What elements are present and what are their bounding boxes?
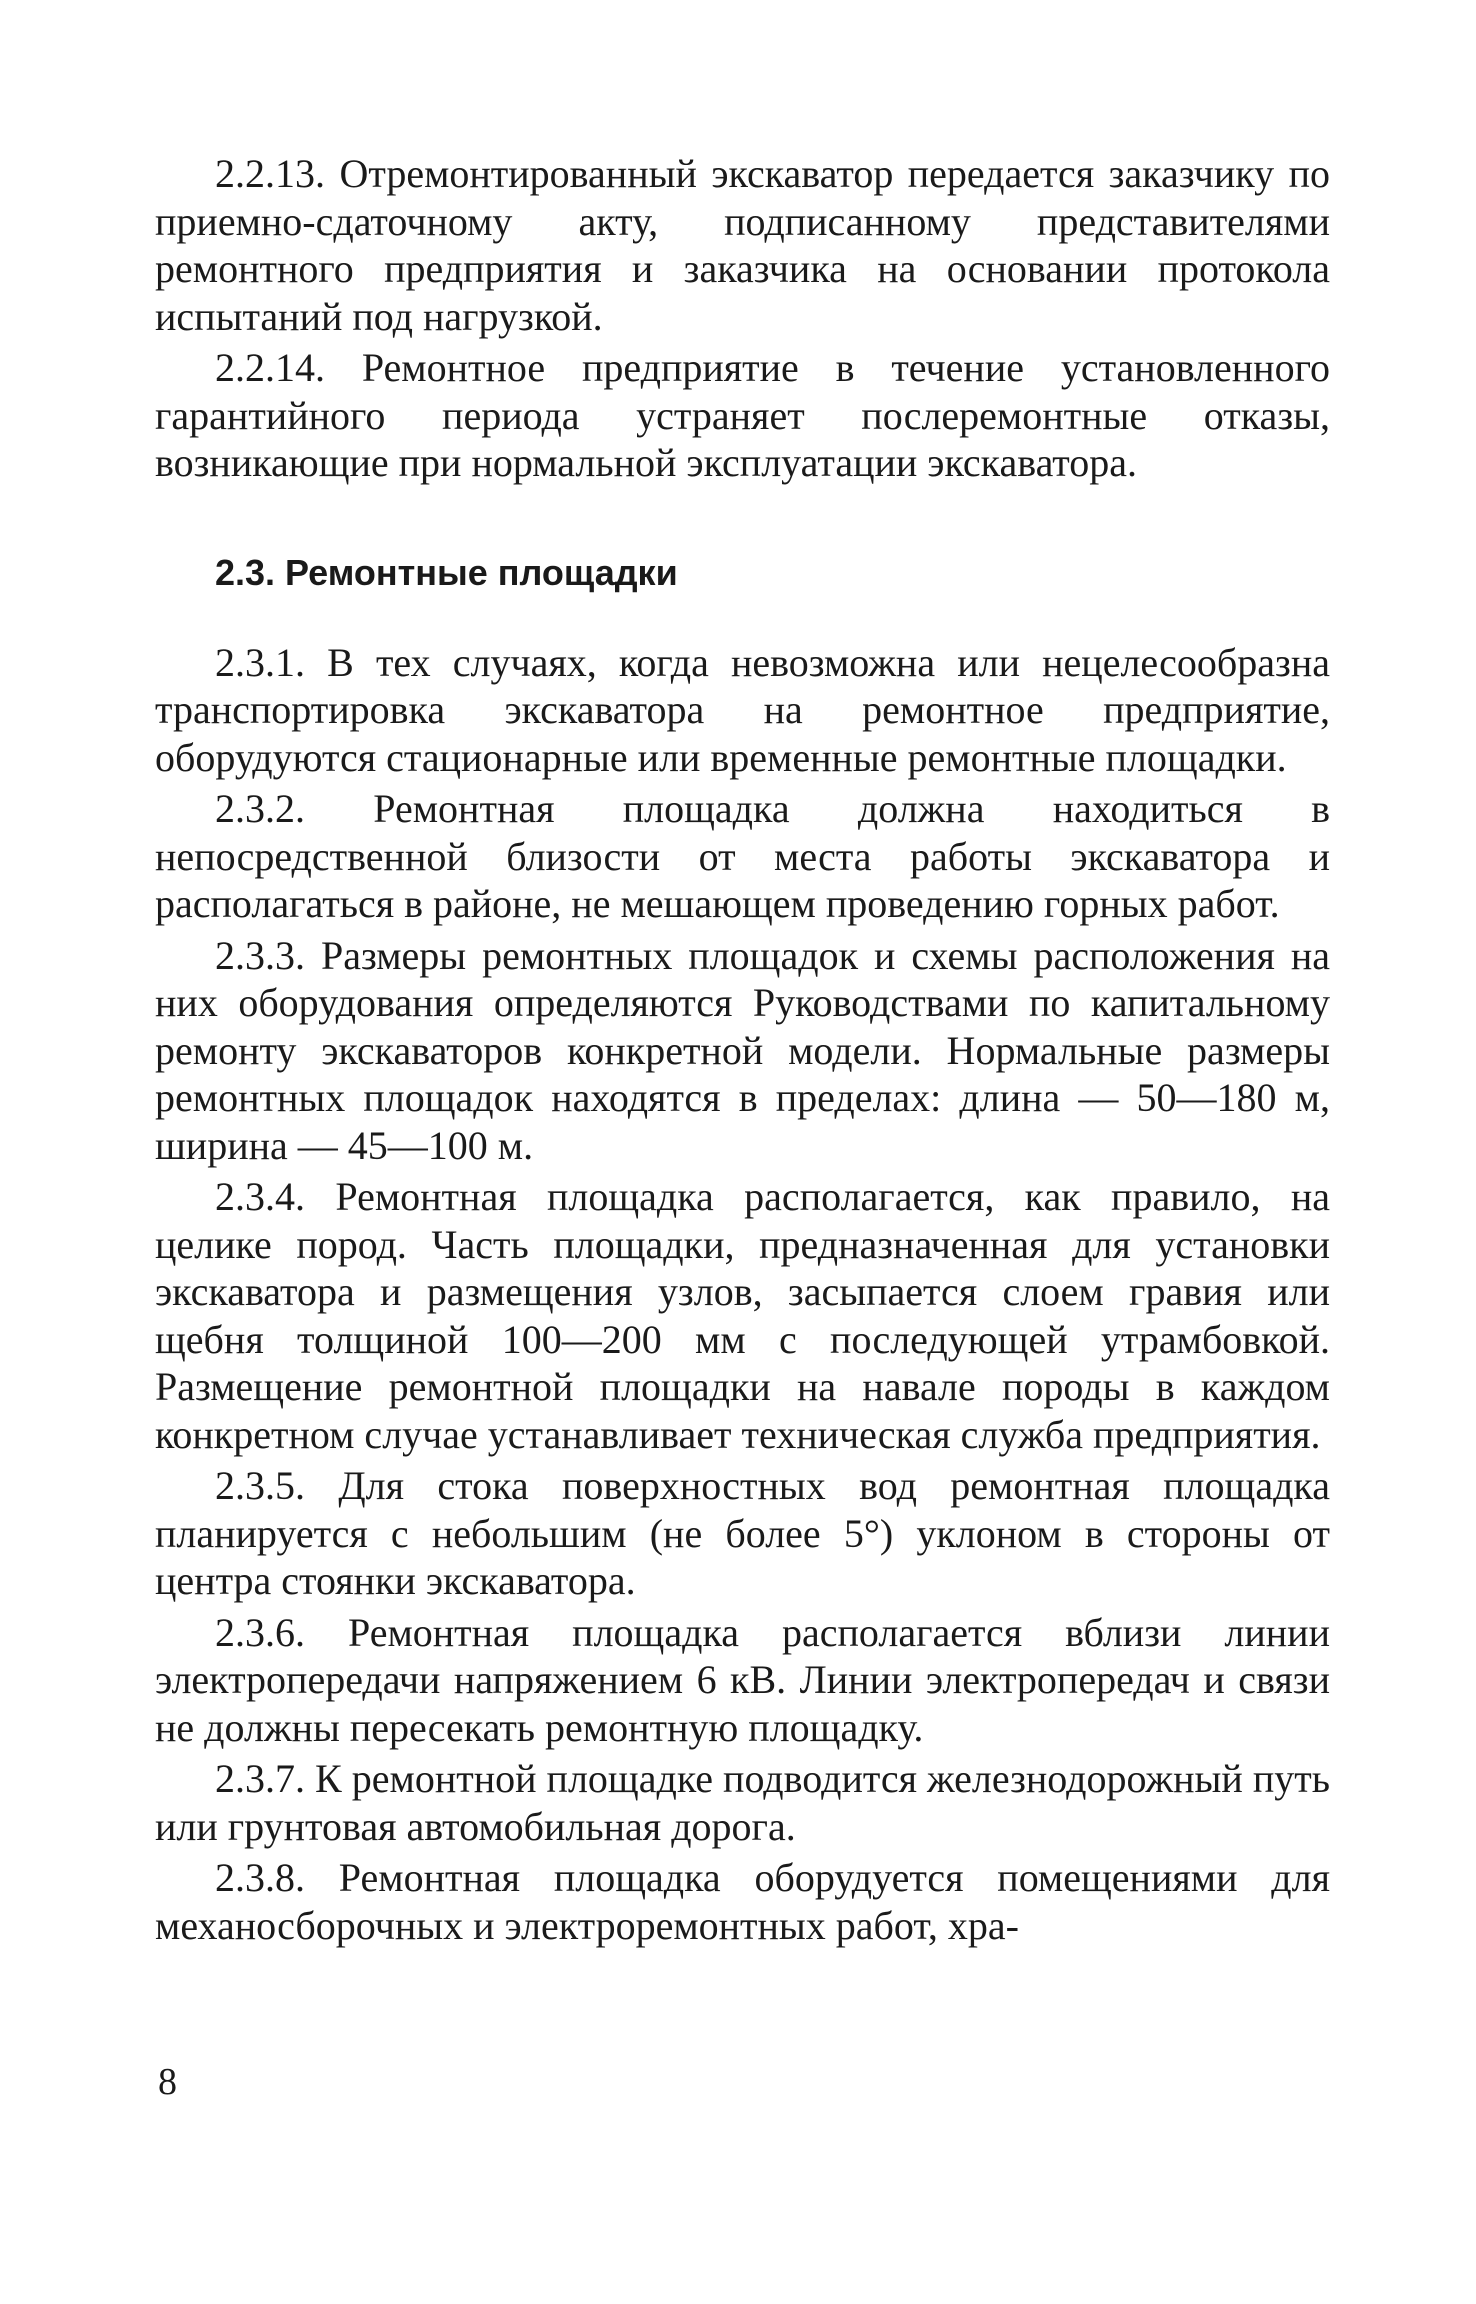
paragraph-2-2-14: 2.2.14. Ремонтное предприятие в течение установленного гарантийного периода устраняет послеремонтные отказы, возникающие при нормальной эксплуатации экскаватора. <box>155 345 1330 485</box>
paragraph-2-3-8: 2.3.8. Ремонтная площадка оборудуется помещениями для механосборочных и электроремонтных работ, хра- <box>155 1855 1330 1948</box>
paragraph-2-3-2: 2.3.2. Ремонтная площадка должна находиться в непосредственной близости от места работы экскаватора и располагаться в районе, не мешающем проведению горных работ. <box>155 786 1330 926</box>
paragraph-2-3-6: 2.3.6. Ремонтная площадка располагается вблизи линии электропередачи напряжением 6 кВ. Линии электропередач и связи не должны пересекать ремонтную площадку. <box>155 1609 1330 1750</box>
section-heading: 2.3. Ремонтные площадки <box>215 551 678 593</box>
paragraph-2-3-3: 2.3.3. Размеры ремонтных площадок и схемы расположения на них оборудования определяются Руководствами по капитальному ремонту экскаваторов конкретной модели. Нормальные размеры ремонтных площадок находятся в пределах: длина — 50—180 м, ширина — 45—100 м. <box>155 932 1330 1168</box>
paragraph-2-3-7: 2.3.7. К ремонтной площадке подводится железнодорожный путь или грунтовая автомобильная дорога. <box>155 1756 1330 1849</box>
page-number: 8 <box>158 2061 177 2103</box>
paragraph-2-3-5: 2.3.5. Для стока поверхностных вод ремонтная площадка планируется с небольшим (не более 5°) уклоном в стороны от центра стоянки экскаватора. <box>155 1463 1330 1603</box>
document-page <box>155 150 1330 1953</box>
paragraph-2-3-1: 2.3.1. В тех случаях, когда невозможна или нецелесообразна транспортировка экскаватора на ремонтное предприятие, оборудуются стационарные или временные ремонтные площадки. <box>155 639 1330 780</box>
paragraph-2-2-13: 2.2.13. Отремонтированный экскаватор передается заказчику по приемно-сдаточному акту, подписанному представителями ремонтного предприятия и заказчика на основании протокола испытаний под нагрузкой. <box>155 151 1330 339</box>
paragraph-2-3-4: 2.3.4. Ремонтная площадка располагается, как правило, на целике пород. Часть площадки, предназначенная для установки экскаватора и размещения узлов, засыпается слоем гравия или щебня толщиной 100—200 мм с последующей утрамбовкой. Размещение ремонтной площадки на навале породы в каждом конкретном случае устанавливает техническая служба предприятия. <box>155 1174 1330 1457</box>
